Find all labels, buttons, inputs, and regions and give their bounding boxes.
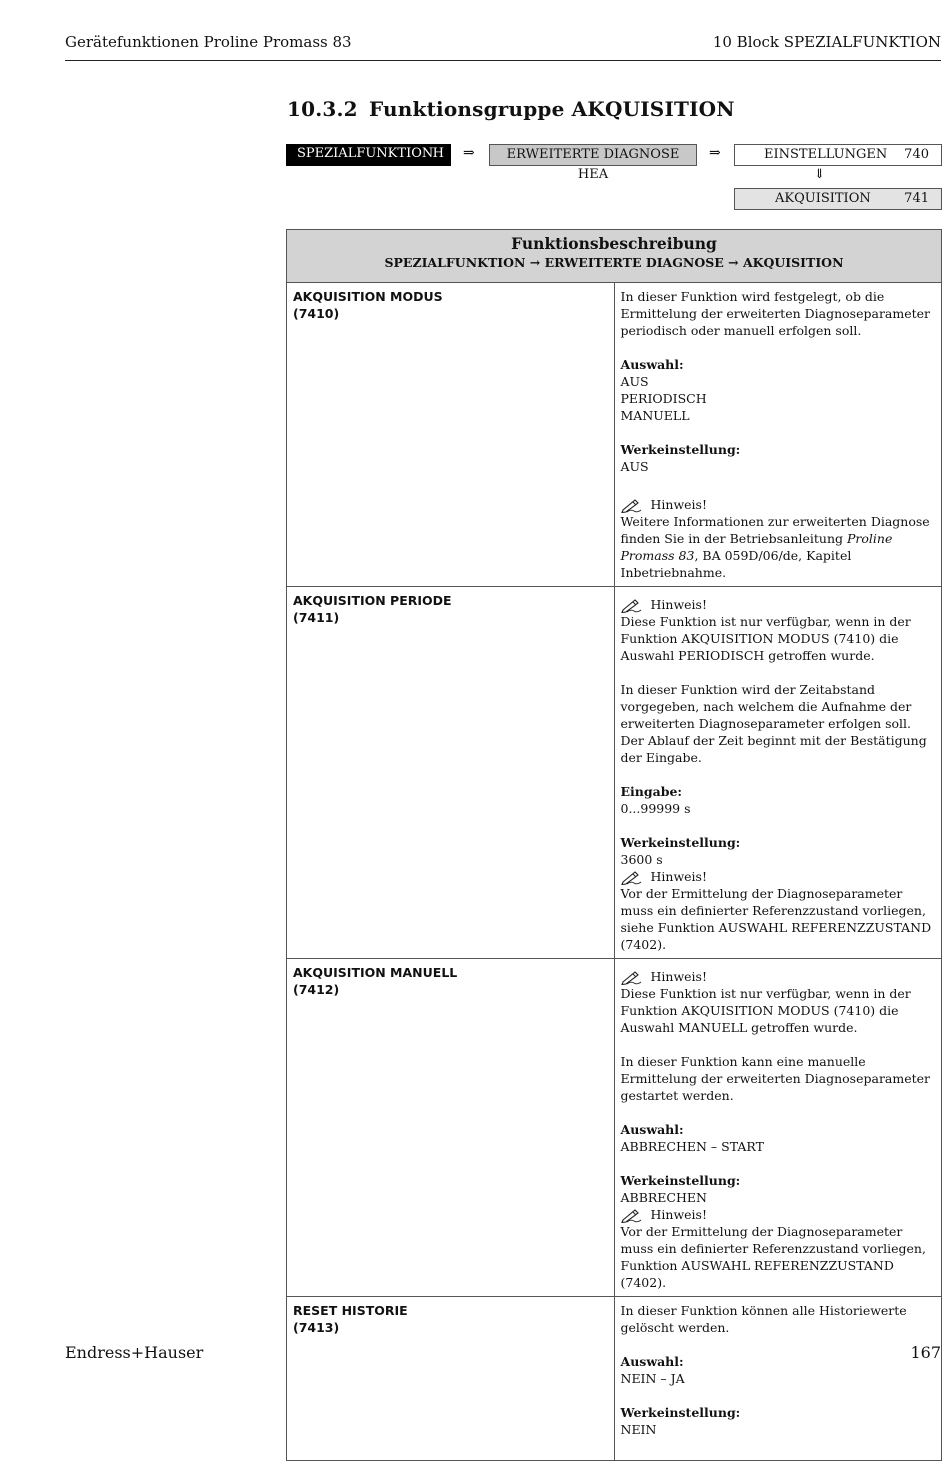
- function-code: (7412): [293, 982, 340, 997]
- nav-akquisition-code: 741: [904, 191, 929, 206]
- hinweis-heading: [621, 496, 936, 513]
- description-text: In dieser Funktion können alle Historiewerte gelöscht werden.: [620, 1303, 907, 1335]
- nav-box-spezialfunktion: [286, 144, 451, 166]
- table-row: [287, 1297, 942, 1461]
- nav-box-einstellungen: [734, 144, 942, 166]
- hinweis-heading: [621, 1206, 936, 1223]
- auswahl-label: Auswahl:: [620, 357, 684, 372]
- werkeinstellung-value: AUS: [620, 459, 649, 474]
- description-text: In dieser Funktion wird festgelegt, ob die Ermittelung der erweiterten Diagnoseparameter periodisch oder manuell erfolgen soll.: [620, 289, 931, 338]
- function-code: (7413): [293, 1320, 340, 1335]
- nav-einstellungen-label: EINSTELLUNGEN: [764, 147, 888, 162]
- hinweis-heading: [621, 968, 936, 985]
- function-name: AKQUISITION MANUELL: [293, 965, 458, 980]
- hinweis-text: Vor der Ermittelung der Diagnoseparameter muss ein definierter Referenzzustand vorliegen, Funktion AUSWAHL REFERENZZUSTAND (7402).: [620, 1224, 926, 1290]
- hinweis-heading: [621, 596, 936, 613]
- werkeinstellung-label: Werkeinstellung:: [620, 442, 741, 457]
- hinweis-label: Hinweis!: [650, 1207, 707, 1222]
- nav-arrow-down-icon: ⇓: [814, 167, 825, 182]
- hinweis-text-part: Weitere Informationen zur erweiterten Diagnose finden Sie in der Betriebsanleitung: [620, 514, 930, 546]
- nav-spezial-code: H: [432, 146, 444, 161]
- nav-akquisition-label: AKQUISITION: [775, 191, 871, 206]
- nav-arrow-right-icon: ⇒: [463, 145, 475, 161]
- function-name-cell: [287, 587, 615, 959]
- function-name: RESET HISTORIE: [293, 1303, 408, 1318]
- auswahl-label: Auswahl:: [620, 1354, 684, 1369]
- table-row: [287, 587, 942, 959]
- function-name-cell: [287, 1297, 615, 1461]
- option-item: MANUELL: [620, 408, 690, 423]
- hinweis-text: [621, 513, 936, 581]
- function-code: (7410): [293, 306, 340, 321]
- running-header-title: Gerätefunktionen Proline Promass 83: [65, 33, 352, 51]
- description-text: In dieser Funktion wird der Zeitabstand vorgegeben, nach welchem die Aufnahme der erweiterten Diagnoseparameter erfolgen soll. Der Ablauf der Zeit beginnt mit der Bestätigung der Eingabe.: [620, 682, 927, 765]
- function-description-cell: [614, 959, 942, 1297]
- hinweis-label: Hinweis!: [650, 597, 707, 612]
- function-description-cell: [614, 283, 942, 587]
- function-name-cell: [287, 283, 615, 587]
- werkeinstellung-value: ABBRECHEN: [620, 1190, 707, 1205]
- table-title: Funktionsbeschreibung: [511, 234, 717, 253]
- function-name: AKQUISITION PERIODE: [293, 593, 452, 608]
- nav-box-akquisition: [734, 188, 942, 210]
- auswahl-label: Auswahl:: [620, 1122, 684, 1137]
- function-name-cell: [287, 959, 615, 1297]
- table-subtitle: SPEZIALFUNKTION → ERWEITERTE DIAGNOSE → AKQUISITION: [384, 255, 844, 270]
- auswahl-value: NEIN – JA: [620, 1371, 685, 1386]
- manual-title: Proline Promass 83: [620, 531, 893, 563]
- header-rule: [65, 60, 941, 61]
- auswahl-value: ABBRECHEN – START: [620, 1139, 764, 1154]
- function-table: [286, 229, 942, 1461]
- section-number: 10.3.2: [287, 97, 358, 121]
- werkeinstellung-value: NEIN: [620, 1422, 657, 1437]
- function-code: (7411): [293, 610, 340, 625]
- section-title: Funktionsgruppe AKQUISITION: [369, 97, 735, 121]
- hinweis-text: Diese Funktion ist nur verfügbar, wenn in der Funktion AKQUISITION MODUS (7410) die Auswahl PERIODISCH getroffen wurde.: [620, 614, 911, 663]
- hinweis-label: Hinweis!: [650, 497, 707, 512]
- page-number: 167: [910, 1343, 941, 1362]
- running-header-chapter: 10 Block SPEZIALFUNKTION: [712, 33, 941, 51]
- option-item: AUS: [620, 374, 649, 389]
- hinweis-heading: [621, 868, 936, 885]
- table-row: [287, 959, 942, 1297]
- nav-einstellungen-code: 740: [904, 147, 929, 162]
- footer-company: Endress+Hauser: [65, 1343, 204, 1362]
- table-header: [287, 230, 942, 283]
- pencil-note-icon: [621, 869, 651, 885]
- werkeinstellung-label: Werkeinstellung:: [620, 1173, 741, 1188]
- nav-box-erweiterte-diagnose: ERWEITERTE DIAGNOSE HEA: [489, 144, 697, 166]
- pencil-note-icon: [621, 497, 651, 513]
- pencil-note-icon: [621, 969, 651, 985]
- eingabe-label: Eingabe:: [620, 784, 683, 799]
- function-name: AKQUISITION MODUS: [293, 289, 443, 304]
- werkeinstellung-label: Werkeinstellung:: [620, 835, 741, 850]
- hinweis-text-part: , BA 059D/06/de, Kapitel Inbetriebnahme.: [620, 548, 852, 580]
- nav-spezial-label: SPEZIALFUNKTION: [297, 146, 434, 161]
- pencil-note-icon: [621, 1207, 651, 1223]
- pencil-note-icon: [621, 597, 651, 613]
- function-description-cell: [614, 587, 942, 959]
- function-description-cell: [614, 1297, 942, 1461]
- hinweis-text: Vor der Ermittelung der Diagnoseparameter muss ein definierter Referenzzustand vorliegen, siehe Funktion AUSWAHL REFERENZZUSTAND (7402).: [620, 886, 932, 952]
- table-row: [287, 283, 942, 587]
- hinweis-label: Hinweis!: [650, 969, 707, 984]
- hinweis-text: Diese Funktion ist nur verfügbar, wenn in der Funktion AKQUISITION MODUS (7410) die Auswahl MANUELL getroffen wurde.: [620, 986, 911, 1035]
- hinweis-label: Hinweis!: [650, 869, 707, 884]
- werkeinstellung-value: 3600 s: [620, 852, 663, 867]
- description-text: In dieser Funktion kann eine manuelle Ermittelung der erweiterten Diagnoseparameter gestartet werden.: [620, 1054, 931, 1103]
- option-item: PERIODISCH: [620, 391, 707, 406]
- section-heading: [287, 97, 735, 121]
- werkeinstellung-label: Werkeinstellung:: [620, 1405, 741, 1420]
- nav-arrow-right-icon: ⇒: [709, 145, 721, 161]
- eingabe-value: 0...99999 s: [620, 801, 691, 816]
